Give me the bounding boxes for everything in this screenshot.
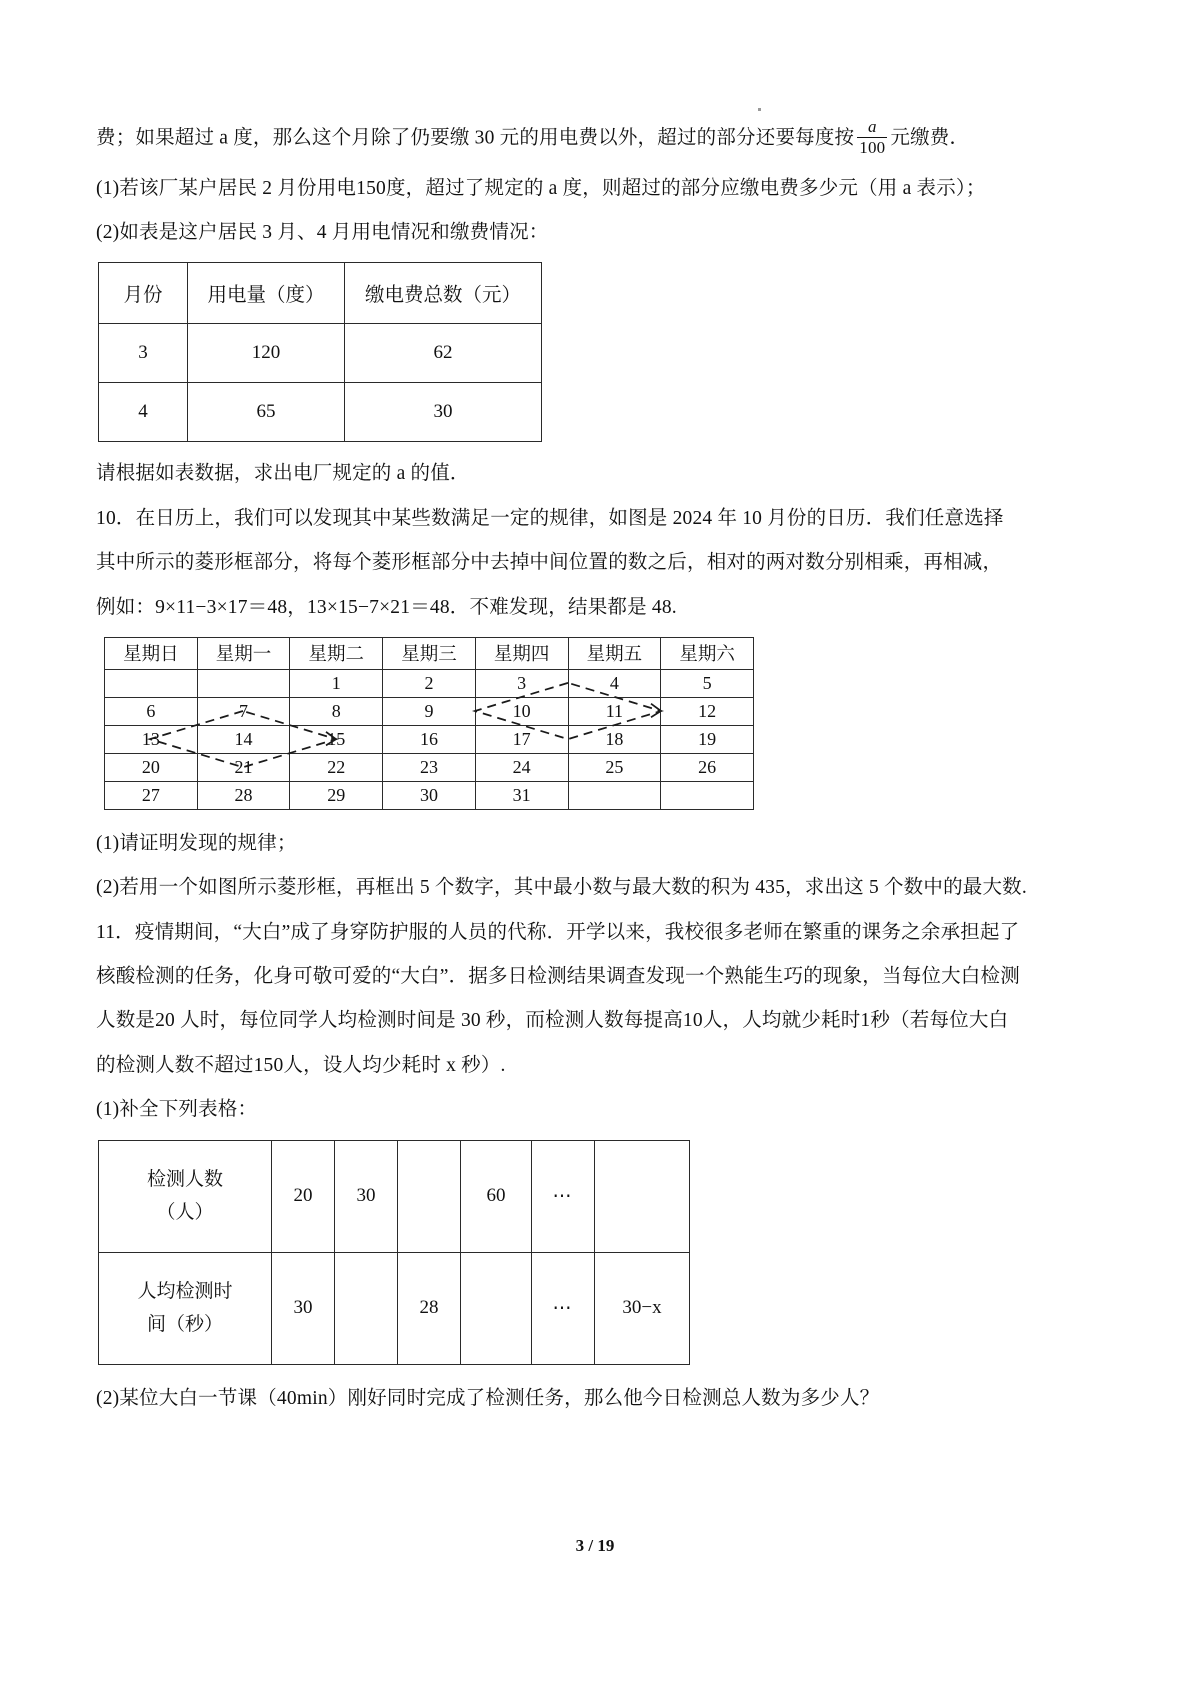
- calendar-day-cell: 3: [475, 669, 568, 697]
- q9-intro-tail: 元缴费．: [890, 127, 970, 149]
- q11-part1: (1)补全下列表格：: [96, 1099, 258, 1121]
- calendar-day-cell: 2: [383, 669, 476, 697]
- calendar-day-cell: 22: [290, 753, 383, 781]
- cell-time-4: [461, 1252, 532, 1364]
- calendar-day-cell: 14: [197, 725, 290, 753]
- q10-stem-line2: 其中所示的菱形框部分，将每个菱形框部分中去掉中间位置的数之后，相对的两对数分别相乘，再相减，: [96, 552, 1003, 574]
- weekday-wednesday: 星期三: [383, 637, 476, 669]
- calendar-day-cell: 29: [290, 781, 383, 809]
- cell-count-5: ⋯: [532, 1140, 595, 1252]
- q9-part2: (2)如表是这户居民 3 月、4 月用电情况和缴费情况：: [96, 222, 549, 244]
- q11-stem-line4: 的检测人数不超过150人，设人均少耗时 x 秒）.: [96, 1054, 506, 1076]
- row-label-line1: 检测人数: [146, 1168, 223, 1190]
- calendar-day-cell: 17: [475, 725, 568, 753]
- calendar-day-cell: 24: [475, 753, 568, 781]
- calendar-day-cell: 7: [197, 697, 290, 725]
- cell-usage-r2: 65: [188, 383, 345, 442]
- calendar-day-cell: 6: [105, 697, 198, 725]
- q9-after-table: 请根据如表数据，求出电厂规定的 a 的值．: [96, 463, 470, 485]
- cell-time-1: 30: [272, 1252, 335, 1364]
- calendar-day-cell: 20: [105, 753, 198, 781]
- calendar-day-cell: 28: [197, 781, 290, 809]
- calendar-day-cell: [105, 669, 198, 697]
- detection-row-time: [99, 1252, 690, 1364]
- calendar-day-cell: 26: [661, 753, 754, 781]
- col-header-total-fee: 缴电费总数（元）: [345, 263, 542, 324]
- q10-part2: (2)若用一个如图所示菱形框，再框出 5 个数字，其中最小数与最大数的积为 435，求出这 5 个数中的最大数.: [96, 877, 1027, 899]
- calendar-table: [104, 637, 754, 810]
- q10-stem-line3: 例如：9×11−3×17＝48，13×15−7×21＝48．不难发现，结果都是 48.: [96, 596, 677, 618]
- calendar-day-cell: [568, 781, 661, 809]
- weekday-tuesday: 星期二: [290, 637, 383, 669]
- calendar-day-cell: [661, 781, 754, 809]
- calendar-day-cell: 23: [383, 753, 476, 781]
- cell-time-3: 28: [398, 1252, 461, 1364]
- cell-fee-r2: 30: [345, 383, 542, 442]
- calendar-day-cell: 10: [475, 697, 568, 725]
- calendar-day-cell: 11: [568, 697, 661, 725]
- calendar-day-cell: 5: [661, 669, 754, 697]
- weekday-friday: 星期五: [568, 637, 661, 669]
- cell-count-1: 20: [272, 1140, 335, 1252]
- calendar-week-row: [105, 781, 754, 809]
- calendar-day-cell: 15: [290, 725, 383, 753]
- calendar-day-cell: 4: [568, 669, 661, 697]
- calendar-day-cell: 19: [661, 725, 754, 753]
- calendar-day-cell: 25: [568, 753, 661, 781]
- fraction-denominator: 100: [859, 137, 886, 157]
- weekday-thursday: 星期四: [475, 637, 568, 669]
- table-header-row: [99, 263, 542, 324]
- calendar-figure: [104, 637, 754, 810]
- calendar-day-cell: 27: [105, 781, 198, 809]
- fraction-a-over-100: [857, 118, 887, 157]
- page-number: 3 / 19: [575, 1536, 615, 1555]
- q11-stem-line3: 人数是20 人时，每位同学人均检测时间是 30 秒，而检测人数每提高10人，人均就少耗时1秒（若每位大白: [96, 1010, 1009, 1032]
- calendar-day-cell: 1: [290, 669, 383, 697]
- q11-stem-line2: 核酸检测的任务，化身可敬可爱的“大白”．据多日检测结果调查发现一个熟能生巧的现象，当每位大白检测: [96, 966, 1020, 988]
- calendar-week-row: [105, 753, 754, 781]
- weekday-sunday: 星期日: [105, 637, 198, 669]
- fraction-numerator: a: [867, 117, 877, 136]
- calendar-day-cell: 31: [475, 781, 568, 809]
- electricity-usage-table: [98, 262, 542, 442]
- q11-stem-line1: 11．疫情期间，“大白”成了身穿防护服的人员的代称．开学以来，我校很多老师在繁重的课务之余承担起了: [96, 921, 1020, 943]
- table-row: [99, 324, 542, 383]
- weekday-saturday: 星期六: [661, 637, 754, 669]
- q9-part1: (1)若该厂某户居民 2 月份用电150度，超过了规定的 a 度，则超过的部分应缴电费多少元（用 a 表示）；: [96, 177, 986, 199]
- detection-table: [98, 1140, 690, 1365]
- cell-fee-r1: 62: [345, 324, 542, 383]
- cell-count-6: [595, 1140, 690, 1252]
- calendar-day-cell: 18: [568, 725, 661, 753]
- calendar-day-cell: 9: [383, 697, 476, 725]
- cell-time-5: ⋯: [532, 1252, 595, 1364]
- calendar-day-cell: 21: [197, 753, 290, 781]
- cell-month-r1: 3: [99, 324, 188, 383]
- calendar-day-cell: [197, 669, 290, 697]
- cell-count-4: 60: [461, 1140, 532, 1252]
- q11-part2: (2)某位大白一节课（40min）刚好同时完成了检测任务，那么他今日检测总人数为多少人？: [96, 1387, 880, 1409]
- row-label-line2: 间（秒）: [146, 1314, 223, 1336]
- cell-count-3: [398, 1140, 461, 1252]
- calendar-day-cell: 13: [105, 725, 198, 753]
- calendar-day-cell: 16: [383, 725, 476, 753]
- q10-part1: (1)请证明发现的规律；: [96, 832, 297, 854]
- table-row: [99, 383, 542, 442]
- calendar-header-row: [105, 637, 754, 669]
- cell-time-6: 30−x: [595, 1252, 690, 1364]
- row-label-average-time: [99, 1252, 272, 1364]
- calendar-week-row: [105, 669, 754, 697]
- cell-time-2: [335, 1252, 398, 1364]
- calendar-week-row: [105, 725, 754, 753]
- cell-usage-r1: 120: [188, 324, 345, 383]
- q9-intro-paragraph: [96, 118, 1106, 157]
- page-artifact-dot: [758, 108, 761, 111]
- page-content: [96, 118, 1106, 1431]
- row-label-detection-count: [99, 1140, 272, 1252]
- calendar-day-cell: 8: [290, 697, 383, 725]
- cell-month-r2: 4: [99, 383, 188, 442]
- col-header-month: 月份: [99, 263, 188, 324]
- weekday-monday: 星期一: [197, 637, 290, 669]
- calendar-week-row: [105, 697, 754, 725]
- cell-count-2: 30: [335, 1140, 398, 1252]
- q9-intro-text: 费；如果超过 a 度，那么这个月除了仍要缴 30 元的用电费以外，超过的部分还要每度按: [96, 127, 855, 149]
- row-label-line1: 人均检测时: [137, 1280, 233, 1302]
- row-label-line2: （人）: [156, 1202, 214, 1224]
- q10-stem-line1: 10．在日历上，我们可以发现其中某些数满足一定的规律，如图是 2024 年 10 月份的日历．我们任意选择: [96, 507, 1004, 529]
- col-header-usage: 用电量（度）: [188, 263, 345, 324]
- calendar-day-cell: 30: [383, 781, 476, 809]
- detection-row-count: [99, 1140, 690, 1252]
- calendar-day-cell: 12: [661, 697, 754, 725]
